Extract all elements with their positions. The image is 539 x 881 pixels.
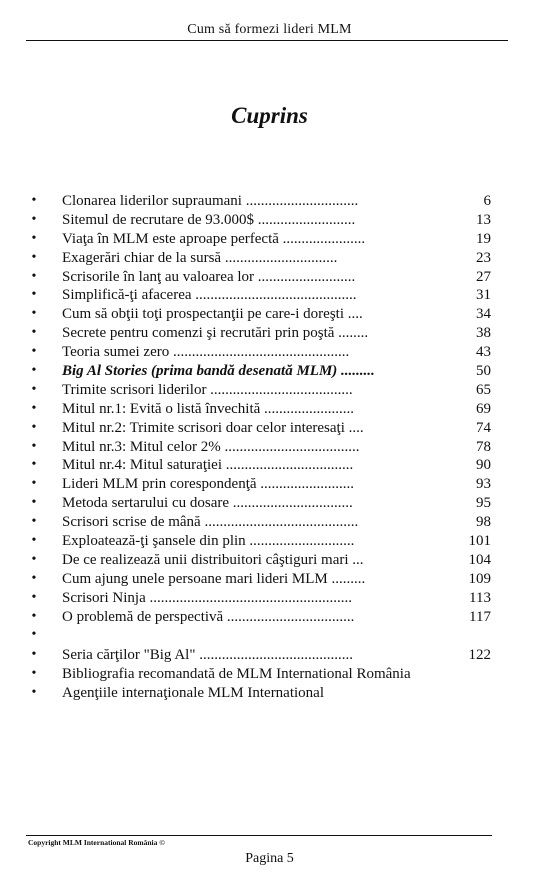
toc-entry xyxy=(0,400,539,419)
toc-entry xyxy=(0,305,539,324)
toc-entry-page: 109 xyxy=(468,570,491,587)
bullet-icon: • xyxy=(31,419,37,435)
bullet-icon: • xyxy=(31,627,37,643)
toc-entry-page: 101 xyxy=(468,533,491,550)
bullet-icon: • xyxy=(31,325,37,341)
toc-entry-page: 65 xyxy=(476,381,491,398)
toc-entry-title: Agenţiile internaţionale MLM International xyxy=(62,685,325,702)
toc-entry xyxy=(0,362,539,381)
bullet-icon: • xyxy=(31,666,37,682)
toc-entry-title: Seria cărţilor "Big Al" ......................................... xyxy=(62,647,353,664)
toc-entry xyxy=(0,665,539,684)
toc-entry-page: 50 xyxy=(476,363,491,380)
bullet-icon: • xyxy=(31,647,37,663)
toc-entry-page: 34 xyxy=(476,306,491,323)
toc-entry-title: Clonarea liderilor supraumani .............................. xyxy=(62,193,359,209)
toc-entry xyxy=(0,626,539,646)
toc-entry xyxy=(0,381,539,400)
toc-entry-page: 90 xyxy=(476,457,491,474)
toc-entry xyxy=(0,438,539,457)
toc-entry xyxy=(0,211,539,230)
toc-entry-title: Scrisori Ninja ...................................................... xyxy=(62,589,352,606)
bullet-icon: • xyxy=(31,211,37,227)
page-title: Cuprins xyxy=(231,103,308,128)
toc-entry-page: 98 xyxy=(476,514,491,531)
bullet-icon: • xyxy=(31,589,37,605)
bullet-icon: • xyxy=(31,685,37,701)
bullet-icon: • xyxy=(31,551,37,567)
toc-entry xyxy=(0,324,539,343)
toc-entry xyxy=(0,343,539,362)
toc-entry xyxy=(0,230,539,249)
toc-entry-title: Cum ajung unele persoane mari lideri MLM ......... xyxy=(62,570,366,587)
bullet-icon: • xyxy=(31,570,37,586)
toc-entry-title: Sitemul de recrutare de 93.000$ .......................... xyxy=(62,211,356,228)
toc-entry-page: 93 xyxy=(476,476,491,493)
toc-entry xyxy=(0,494,539,513)
toc-entry xyxy=(0,684,539,703)
toc-entry-title: Scrisorile în lanţ au valoarea lor .......................... xyxy=(62,268,356,285)
toc-entry xyxy=(0,589,539,608)
toc-entry xyxy=(0,286,539,305)
bullet-icon: • xyxy=(31,476,37,492)
toc-entry-page: 95 xyxy=(476,495,491,512)
toc-entry xyxy=(0,456,539,475)
bullet-icon: • xyxy=(31,533,37,549)
header-rule xyxy=(26,40,508,41)
toc-entry xyxy=(0,646,539,665)
toc-entry-page: 23 xyxy=(476,249,491,266)
toc-entry-page: 74 xyxy=(476,419,491,436)
toc-entry-title: Simplifică-ţi afacerea ........................................... xyxy=(62,287,357,304)
toc-entry-title: De ce realizează unii distribuitori câştiguri mari ... xyxy=(62,551,364,568)
toc-entry-page: 27 xyxy=(476,268,491,285)
toc-entry-title: O problemă de perspectivă .................................. xyxy=(62,608,355,625)
toc-entry-title: Lideri MLM prin corespondenţă ......................... xyxy=(62,476,355,493)
bullet-icon: • xyxy=(31,438,37,454)
bullet-icon: • xyxy=(31,381,37,397)
page-number: Pagina 5 xyxy=(245,851,294,866)
bullet-icon: • xyxy=(31,306,37,322)
toc-entry-page: 113 xyxy=(469,589,491,606)
bullet-icon: • xyxy=(31,230,37,246)
toc-entry-title: Exagerări chiar de la sursă .............................. xyxy=(62,249,338,266)
toc-entry-page: 31 xyxy=(476,287,491,304)
toc-entry xyxy=(0,608,539,627)
bullet-icon: • xyxy=(31,363,37,379)
bullet-icon: • xyxy=(31,193,37,208)
toc-entry-title: Metoda sertarului cu dosare ................................ xyxy=(62,495,353,512)
toc-entry-title: Cum să obţii toţi prospectanţii pe care-i doreşti .... xyxy=(62,306,363,323)
toc-entry xyxy=(0,551,539,570)
toc-entry-page: 78 xyxy=(476,438,491,455)
toc-entry-page: 6 xyxy=(483,193,491,209)
toc-entry-title: Trimite scrisori liderilor ...................................... xyxy=(62,381,353,398)
toc-entry-page: 38 xyxy=(476,325,491,342)
toc-entry-title: Mitul nr.3: Mitul celor 2% .................................... xyxy=(62,438,360,455)
toc-entry-title: Mitul nr.4: Mitul saturaţiei .................................. xyxy=(62,457,354,474)
toc-entry-page: 13 xyxy=(476,211,491,228)
toc-entry xyxy=(0,570,539,589)
toc-entry-page: 117 xyxy=(469,608,491,625)
bullet-icon: • xyxy=(31,514,37,530)
toc-entry-title: Bibliografia recomandată de MLM International România xyxy=(62,666,411,683)
toc-entry-title: Exploatează-ţi şansele din plin ............................ xyxy=(62,533,355,550)
toc-entry xyxy=(0,532,539,551)
toc-entry-page: 104 xyxy=(468,551,491,568)
toc-entry-title: Big Al Stories (prima bandă desenată MLM) ......... xyxy=(62,363,375,380)
toc-entry-title: Viaţa în MLM este aproape perfectă ...................... xyxy=(62,230,366,247)
bullet-icon: • xyxy=(31,249,37,265)
toc-entry-title: Mitul nr.1: Evită o listă învechită ........................ xyxy=(62,400,355,417)
toc-entry xyxy=(0,475,539,494)
toc-entry-page: 43 xyxy=(476,344,491,361)
toc-entry xyxy=(0,249,539,268)
table-of-contents xyxy=(0,192,539,703)
bullet-icon: • xyxy=(31,495,37,511)
bullet-icon: • xyxy=(31,287,37,303)
toc-entry-page: 122 xyxy=(468,647,491,664)
bullet-icon: • xyxy=(31,608,37,624)
toc-entry xyxy=(0,192,539,211)
toc-entry-page: 19 xyxy=(476,230,491,247)
bullet-icon: • xyxy=(31,344,37,360)
running-header: Cum să formezi lideri MLM xyxy=(187,22,352,37)
toc-entry xyxy=(0,419,539,438)
bullet-icon: • xyxy=(31,457,37,473)
toc-entry xyxy=(0,268,539,287)
toc-entry-page: 69 xyxy=(476,400,491,417)
footer-rule xyxy=(26,835,492,836)
toc-entry-title: Teoria sumei zero ............................................... xyxy=(62,344,350,361)
bullet-icon: • xyxy=(31,268,37,284)
bullet-icon: • xyxy=(31,400,37,416)
copyright-notice: Copyright MLM International România © xyxy=(28,838,165,847)
toc-entry-title: Mitul nr.2: Trimite scrisori doar celor interesaţi .... xyxy=(62,419,364,436)
toc-entry-title: Secrete pentru comenzi şi recrutări prin poştă ........ xyxy=(62,325,369,342)
toc-entry xyxy=(0,513,539,532)
toc-entry-title: Scrisori scrise de mână ......................................... xyxy=(62,514,359,531)
